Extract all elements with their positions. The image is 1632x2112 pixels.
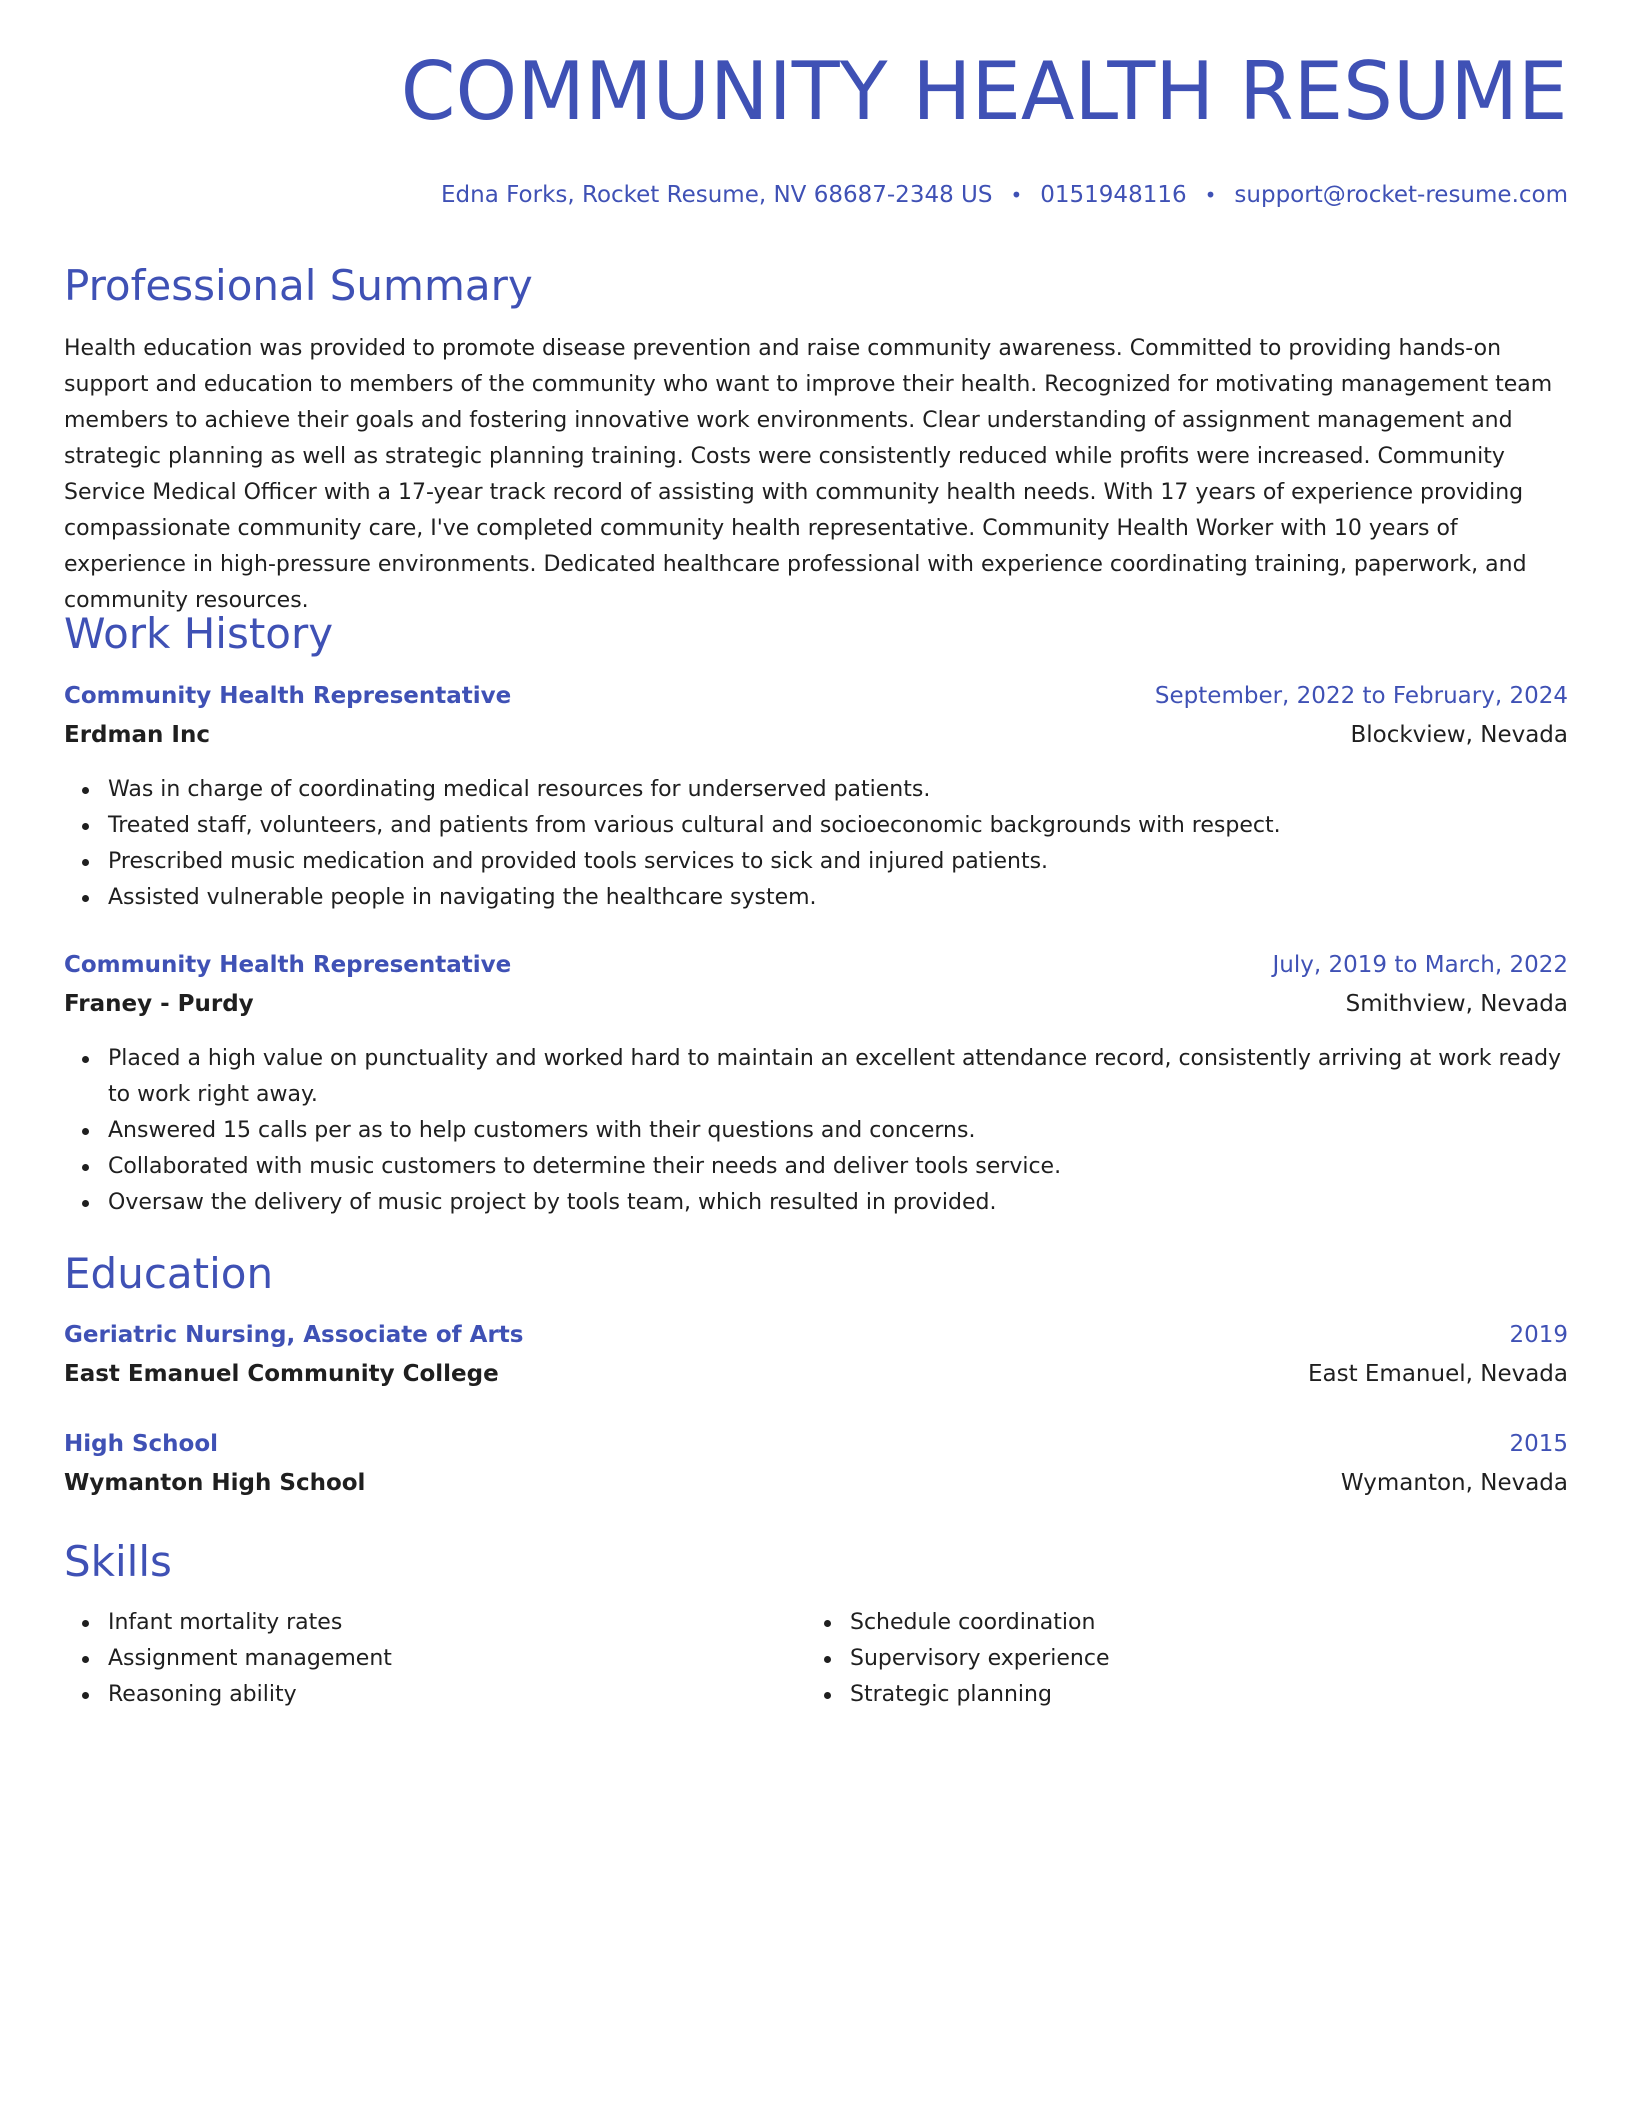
contact-phone: 0151948116 — [1040, 182, 1187, 208]
job-duty: Oversaw the delivery of music project by tools team, which resulted in provided. — [64, 1185, 1568, 1221]
education-school-row — [64, 1361, 1568, 1387]
skill-item: Supervisory experience — [806, 1641, 1632, 1677]
skill-item: Schedule coordination — [806, 1605, 1632, 1641]
job-location: Blockview, Nevada — [1350, 722, 1568, 748]
skill-item: Strategic planning — [806, 1677, 1632, 1713]
skill-item: Assignment management — [64, 1641, 1568, 1677]
education-degree: High School — [64, 1431, 219, 1457]
education-school-row — [64, 1470, 1568, 1496]
job-company: Franey - Purdy — [64, 991, 254, 1017]
contact-separator: • — [1010, 183, 1023, 207]
education-year: 2015 — [1509, 1431, 1568, 1457]
job-dates: July, 2019 to March, 2022 — [1272, 952, 1568, 978]
work-history-heading: Work History — [64, 609, 334, 658]
job-duty: Answered 15 calls per as to help customers with their questions and concerns. — [64, 1113, 1568, 1149]
job-company-row — [64, 722, 1568, 748]
job-duties-list — [64, 1041, 1568, 1221]
education-heading: Education — [64, 1249, 274, 1298]
contact-address: Edna Forks, Rocket Resume, NV 68687-2348 US — [441, 182, 993, 208]
job-title: Community Health Representative — [64, 952, 512, 978]
education-school: East Emanuel Community College — [64, 1361, 499, 1387]
skill-item: Reasoning ability — [64, 1677, 1568, 1713]
job-duty: Prescribed music medication and provided tools services to sick and injured patients. — [64, 844, 1568, 880]
job-title: Community Health Representative — [64, 683, 512, 709]
summary-heading: Professional Summary — [64, 261, 533, 310]
education-year: 2019 — [1509, 1322, 1568, 1348]
contact-line — [441, 182, 1568, 208]
education-degree: Geriatric Nursing, Associate of Arts — [64, 1322, 524, 1348]
education-location: East Emanuel, Nevada — [1307, 1361, 1568, 1387]
summary-text: Health education was provided to promote disease prevention and raise community awareness. Committed to providing hands-on support and education to members of the community who want to improve their health. Recognized for motivating management team members to achieve their goals and fostering innovative work environments. Clear understanding of assignment management and strategic planning as well as strategic planning training. Costs were consistently reduced while profits were increased. Community Service Medical Officer with a 17-year track record of assisting with community health needs. With 17 years of experience providing compassionate community care, I've completed community health representative. Community Health Worker with 10 years of experience in high-pressure environments. Dedicated healthcare professional with experience coordinating training, paperwork, and community resources. — [64, 336, 1553, 613]
job-duty: Placed a high value on punctuality and worked hard to maintain an excellent attendance record, consistently arriving at work ready to work right away. — [64, 1041, 1568, 1113]
resume-title: COMMUNITY HEALTH RESUME — [401, 45, 1568, 138]
job-duties-list — [64, 772, 1568, 916]
job-header — [64, 952, 1568, 978]
job-duty: Was in charge of coordinating medical resources for underserved patients. — [64, 772, 1568, 808]
education-header — [64, 1322, 1568, 1348]
job-company-row — [64, 991, 1568, 1017]
job-dates: September, 2022 to February, 2024 — [1154, 683, 1568, 709]
contact-separator: • — [1204, 183, 1217, 207]
job-company: Erdman Inc — [64, 722, 210, 748]
skills-heading: Skills — [64, 1537, 172, 1586]
job-duty: Assisted vulnerable people in navigating the healthcare system. — [64, 880, 1568, 916]
job-duty: Collaborated with music customers to determine their needs and deliver tools service. — [64, 1149, 1568, 1185]
job-location: Smithview, Nevada — [1345, 991, 1568, 1017]
education-school: Wymanton High School — [64, 1470, 366, 1496]
education-header — [64, 1431, 1568, 1457]
education-location: Wymanton, Nevada — [1340, 1470, 1568, 1496]
job-duty: Treated staff, volunteers, and patients from various cultural and socioeconomic backgrounds with respect. — [64, 808, 1568, 844]
contact-email[interactable]: support@rocket-resume.com — [1234, 182, 1568, 208]
skills-list-right — [806, 1605, 1632, 1713]
skill-item: Infant mortality rates — [64, 1605, 1568, 1641]
job-header — [64, 683, 1568, 709]
